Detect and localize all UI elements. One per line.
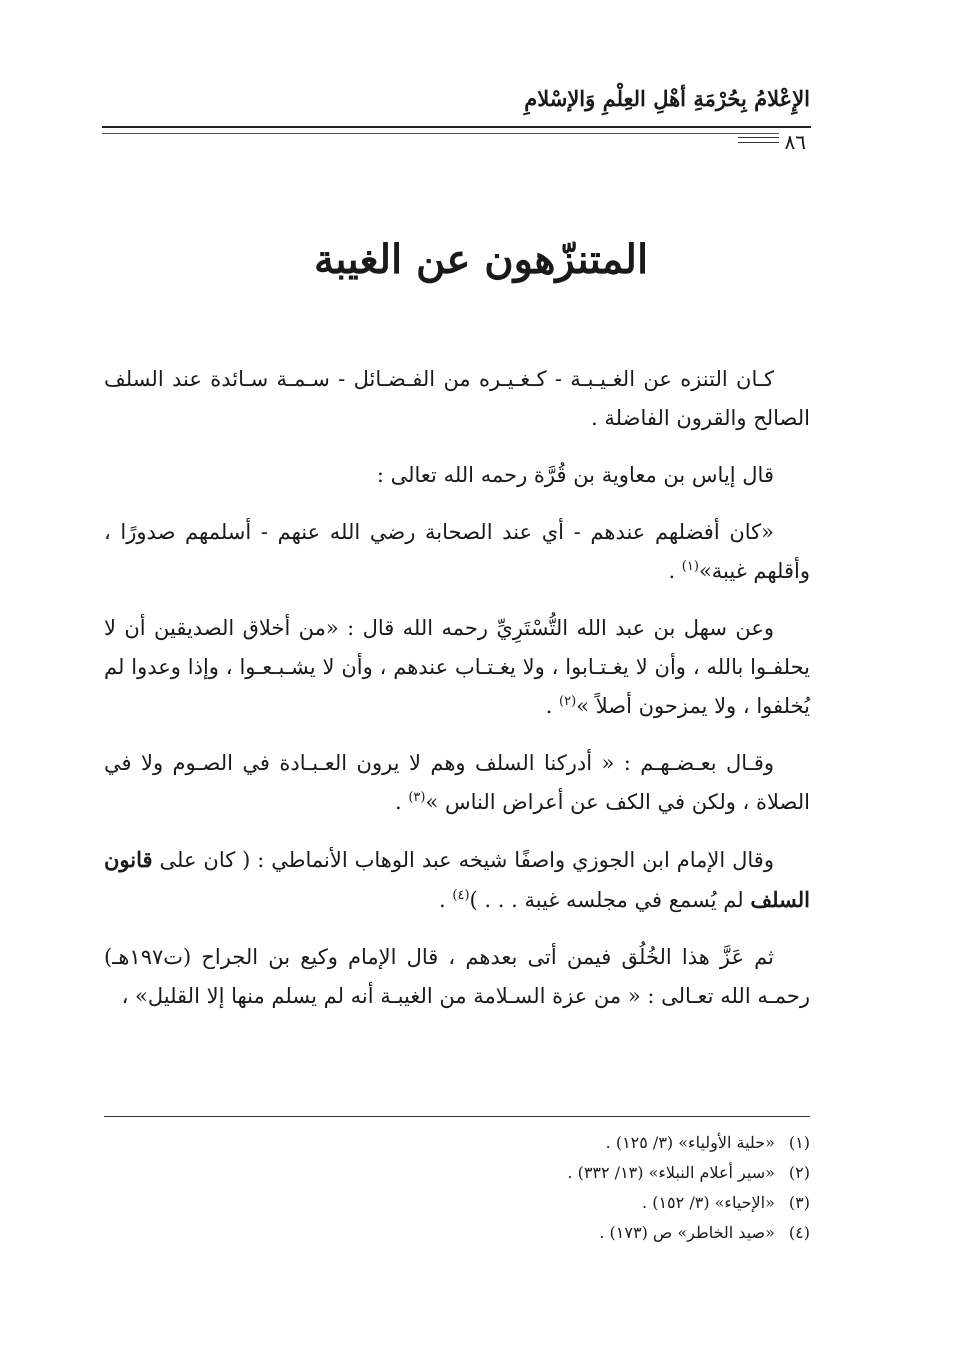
footnote-ref[interactable]: (٣) (408, 790, 426, 805)
paragraph (104, 456, 810, 495)
page-number-rule (738, 137, 779, 143)
paragraph-text: ثم عَزَّ هذا الخُلُق فيمن أتى بعدهم ، قال الإمام وكيع بن الجراح (ت١٩٧هـ) رحمـه الله تعـالى : « من عزة السـلامة من الغيبـة أنه لم يسلم منها إلا القليل» ، (104, 945, 810, 1008)
chapter-title: المتنزّهون عن الغيبة (313, 236, 649, 283)
paragraph-tail: . (439, 888, 453, 912)
footnotes (104, 1128, 810, 1248)
footnote-number: (١) (788, 1133, 810, 1152)
footnote-ref[interactable]: (١) (681, 559, 699, 574)
footnote (104, 1188, 810, 1218)
running-title: الإِعْلامُ بِحُرْمَةِ أهْلِ العِلْمِ وَالإسْلامِ (524, 86, 810, 111)
paragraph (104, 840, 810, 920)
paragraph-text: وقـال بعـضـهـم : « أدركنا السلف وهم لا يرون العـبـادة في الصـوم ولا في الصلاة ، ولكن في الكف عن أعراض الناس » (104, 751, 810, 814)
footnote-ref[interactable]: (٢) (559, 694, 577, 709)
footnote-number: (٣) (788, 1193, 810, 1212)
paragraph-tail: . (668, 559, 682, 583)
footnote-number: (٤) (788, 1223, 810, 1242)
paragraph-after: لم يُسمع في مجلسه غيبة . . . ) (469, 888, 751, 912)
footnote-text: «سير أعلام النبلاء» (١٣/ ٣٣٢) . (567, 1163, 775, 1182)
paragraph-text: «كان أفضلهم عندهم - أي عند الصحابة رضي الله عنهم - أسلمهم صدورًا ، وأقلهم غيبة» (104, 520, 810, 583)
header-rule (102, 126, 811, 134)
footnote-ref[interactable]: (٤) (452, 888, 470, 903)
paragraph-text: قال إياس بن معاوية بن قُرَّة رحمه الله تعالى : (376, 463, 774, 487)
footnote-number: (٢) (788, 1163, 810, 1182)
paragraph-text: كـان التنزه عن الغـيـبـة - كـغـيـره من الفـضـائل - سـمـة سـائدة عند السلف الصالح والقرون الفاضلة . (104, 367, 810, 430)
footnote (104, 1218, 810, 1248)
paragraph-text: وعن سهل بن عبد الله التُّسْتَرِيِّ رحمه الله قال : «من أخلاق الصديقين أن لا يحلفـوا بالله ، وأن لا يغـتـابوا ، ولا يغـتـاب عندهم ، وأن لا يشـبـعـوا ، وإذا وعدوا لم يُخلفوا ، ولا يمزحون أصلاً » (104, 616, 810, 718)
page-number-row (732, 128, 812, 152)
paragraph (104, 360, 810, 438)
footnote-text: «صيد الخاطر» ص (١٧٣) . (599, 1223, 775, 1242)
paragraph-text: وقال الإمام ابن الجوزي واصفًا شيخه عبد الوهاب الأنماطي : ( كان على (159, 848, 774, 872)
paragraph (104, 744, 810, 822)
footnote (104, 1128, 810, 1158)
emphasis-text: قانون السلف (104, 847, 810, 912)
paragraph (104, 513, 810, 591)
footnote-text: «الإحياء» (٣/ ١٥٢) . (642, 1193, 775, 1212)
page-number: ٨٦ (779, 130, 812, 154)
paragraph-tail: . (394, 790, 409, 814)
paragraph-tail: . (545, 694, 560, 718)
footnote (104, 1158, 810, 1188)
footnote-text: «حلية الأولياء» (٣/ ١٢٥) . (605, 1133, 775, 1152)
footnote-rule (104, 1116, 810, 1117)
paragraph (104, 938, 810, 1016)
body-text (104, 360, 810, 1034)
paragraph (104, 609, 810, 726)
